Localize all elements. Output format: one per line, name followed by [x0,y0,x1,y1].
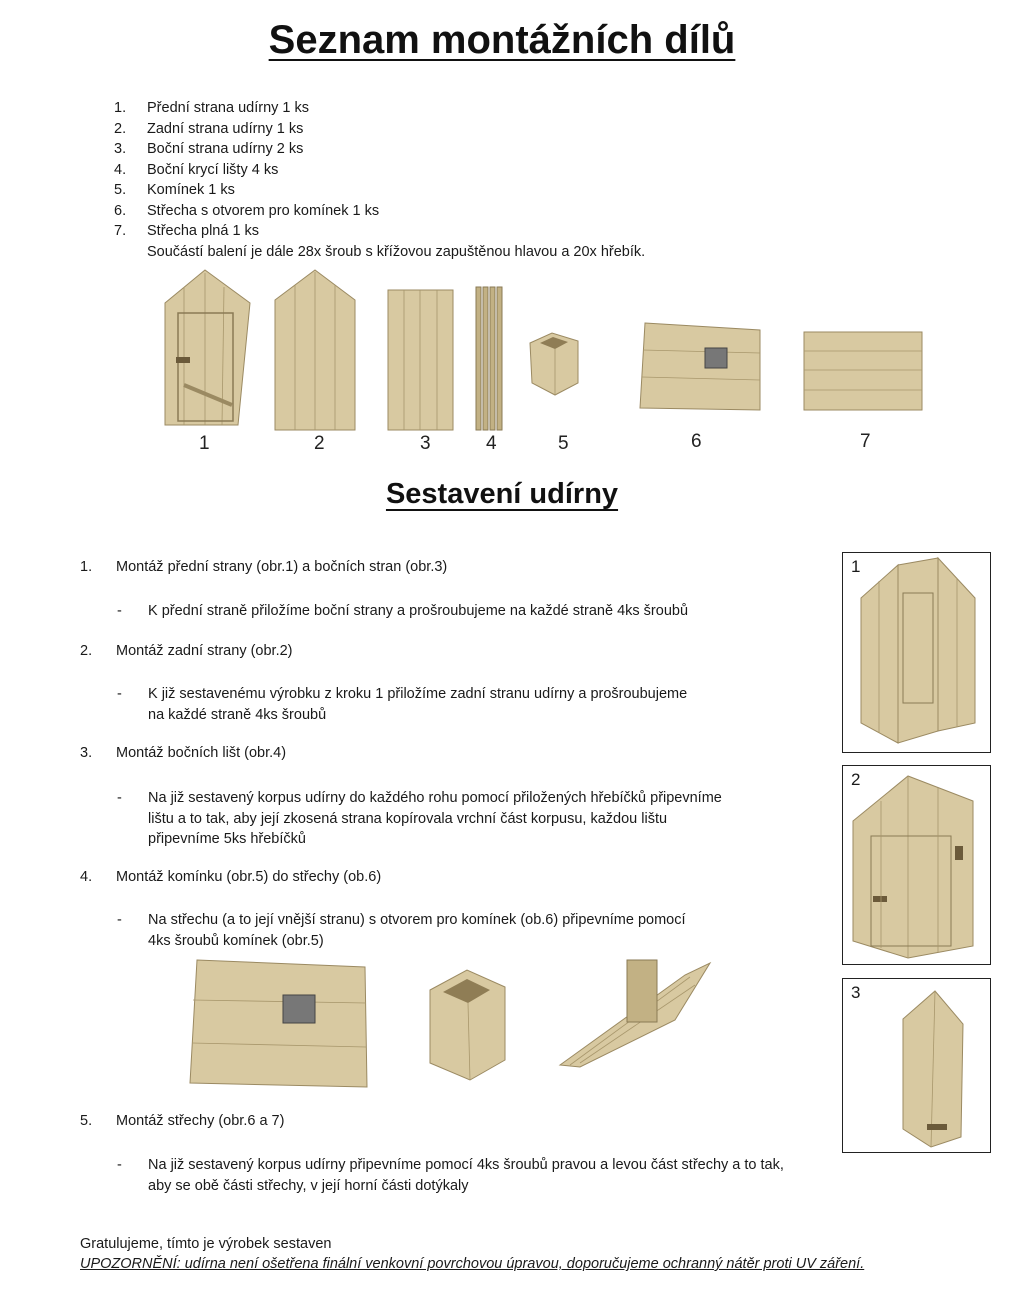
page-title: Seznam montážních dílů [268,18,736,62]
list-item: 5. Komínek 1 ks [114,182,235,198]
step-5-title: 5. Montáž střechy (obr.6 a 7) [80,1113,285,1129]
step-4-illustration [185,955,715,1095]
roof-with-hole-image [190,960,367,1087]
assembled-body-image [843,766,990,964]
parts-note: Součástí balení je dále 28x šroub s křížovou zapuštěnou hlavou a 20x hřebík. [147,243,646,260]
front-and-sides-image [843,553,990,752]
part-label-7: 7 [860,431,871,452]
step-4-title: 4. Montáž komínku (obr.5) do střechy (ob.6) [80,869,382,885]
side-view-image [843,979,990,1152]
list-item: 6. Střecha s otvorem pro komínek 1 ks [114,202,380,219]
roof-with-hole-image [640,323,760,410]
list-item: 2. Zadní strana udírny 1 ks [114,120,304,137]
figure-box-2: 2 [842,765,991,965]
uv-warning: UPOZORNĚNÍ: udírna není ošetřena finální venkovní povrchovou úpravou, doporučujeme ochranný nátěr proti UV záření. [80,1256,865,1272]
part-label-5: 5 [558,433,569,454]
front-panel-image [165,270,250,425]
step-2-detail: - K již sestavenému výrobku z kroku 1 přiložíme zadní stranu udírny a prošroubujeme na každé straně 4ks šroubů [117,686,688,723]
list-item: 4. Boční krycí lišty 4 ks [114,161,279,178]
step-4-detail: - Na střechu (a to její vnější stranu) s otvorem pro komínek (ob.6) připevníme pomocí 4ks šroubů komínek (obr.5) [117,912,686,949]
laths-image [476,287,502,430]
part-label-1: 1 [199,433,210,454]
step-3-title: 3. Montáž bočních lišt (obr.4) [80,745,287,761]
part-label-6: 6 [691,431,702,452]
parts-list [114,98,645,262]
step-2-title: 2. Montáž zadní strany (obr.2) [80,643,293,659]
step-5-detail: - Na již sestavený korpus udírny připevníme pomocí 4ks šroubů pravou a levou část střechy a to tak, aby se obě části střechy, v její horní části dotýkaly [117,1157,784,1194]
figure-box-1: 1 [842,552,991,753]
figure-box-3: 3 [842,978,991,1153]
list-item: 3. Boční strana udírny 2 ks [114,141,304,157]
side-panel-image [388,290,453,430]
step-3-detail: - Na již sestavený korpus udírny do každého rohu pomocí přiložených hřebíčků připevníme lištu a to tak, aby její zkosená strana kopírovala vrchní část korpusu, každou lištu připevníme 5ks hřebíčků [117,790,722,847]
step-1-title: 1. Montáž přední strany (obr.1) a bočních stran (obr.3) [80,559,448,575]
roof-with-chimney-image [560,960,710,1067]
part-label-4: 4 [486,433,497,454]
list-item: 7. Střecha plná 1 ks [114,223,260,239]
part-label-3: 3 [420,433,431,454]
part-label-2: 2 [314,433,325,454]
congrats-text: Gratulujeme, tímto je výrobek sestaven [80,1236,332,1252]
chimney-image [530,333,578,395]
parts-illustration [150,265,940,435]
roof-plain-image [804,332,922,410]
list-item: 1. Přední strana udírny 1 ks [114,100,309,116]
step-1-detail: - K přední straně přiložíme boční strany a prošroubujeme na každé straně 4ks šroubů [117,603,689,619]
section-title: Sestavení udírny [385,478,619,510]
chimney-image [430,970,505,1080]
back-panel-image [275,270,355,430]
